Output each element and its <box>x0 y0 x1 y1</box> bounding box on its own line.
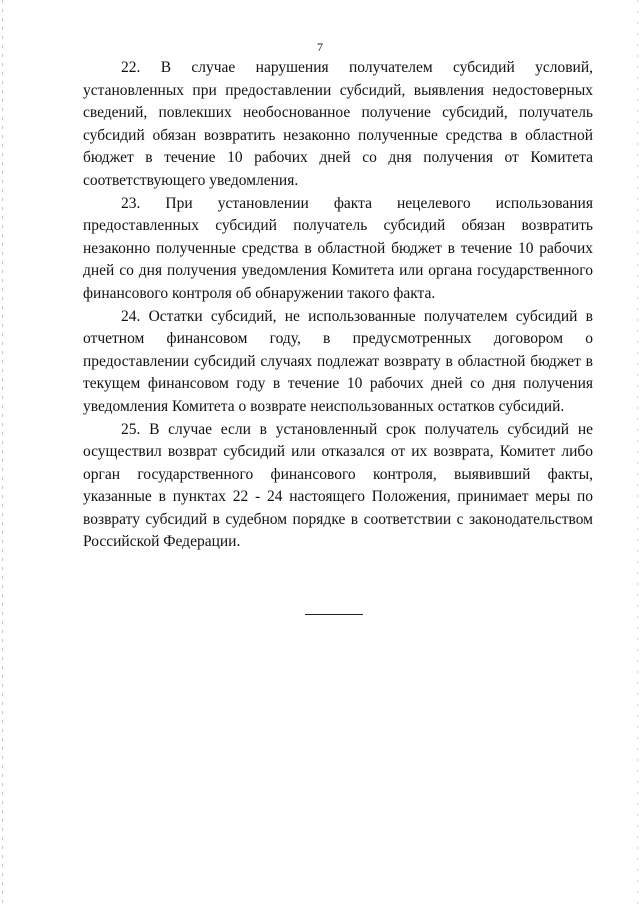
closing-divider-line <box>305 614 363 615</box>
scan-edge-right <box>637 0 638 905</box>
paragraph-24: 24. Остатки субсидий, не использованные получателем субсидий в отчетном финансовом году, в предусмотренных договором о предоставлении субсидий случаях подлежат возврату в областной бюджет в текущем финансовом году в течение 10 рабочих дней со дня получения уведомления Комитета о возврате неиспользованных остатков субсидий. <box>83 307 593 415</box>
page-number: 7 <box>317 40 323 54</box>
document-body <box>83 57 593 554</box>
paragraph-22: 22. В случае нарушения получателем субсидий условий, установленных при предоставлении субсидий, выявления недостоверных сведений, повлекших необоснованное получение субсидий, получатель субсидий обязан возвратить незаконно полученные средства в областной бюджет в течение 10 рабочих дней со дня получения от Комитета соответствующего уведомления. <box>83 59 593 189</box>
scan-edge-left <box>2 0 3 905</box>
paragraph-25: 25. В случае если в установленный срок получатель субсидий не осуществил возврат субсидий или отказался от их возврата, Комитет либо орган государственного финансового контроля, выявивший факты, указанные в пунктах 22 - 24 настоящего Положения, принимает меры по возврату субсидий в судебном порядке в соответствии с законодательством Российской Федерации. <box>83 420 593 551</box>
paragraph-23: 23. При установлении факта нецелевого использования предоставленных субсидий получатель субсидий обязан возвратить незаконно полученные средства в областной бюджет в течение 10 рабочих дней со дня получения уведомления Комитета или органа государственного финансового контроля об обнаружении такого факта. <box>83 194 593 302</box>
